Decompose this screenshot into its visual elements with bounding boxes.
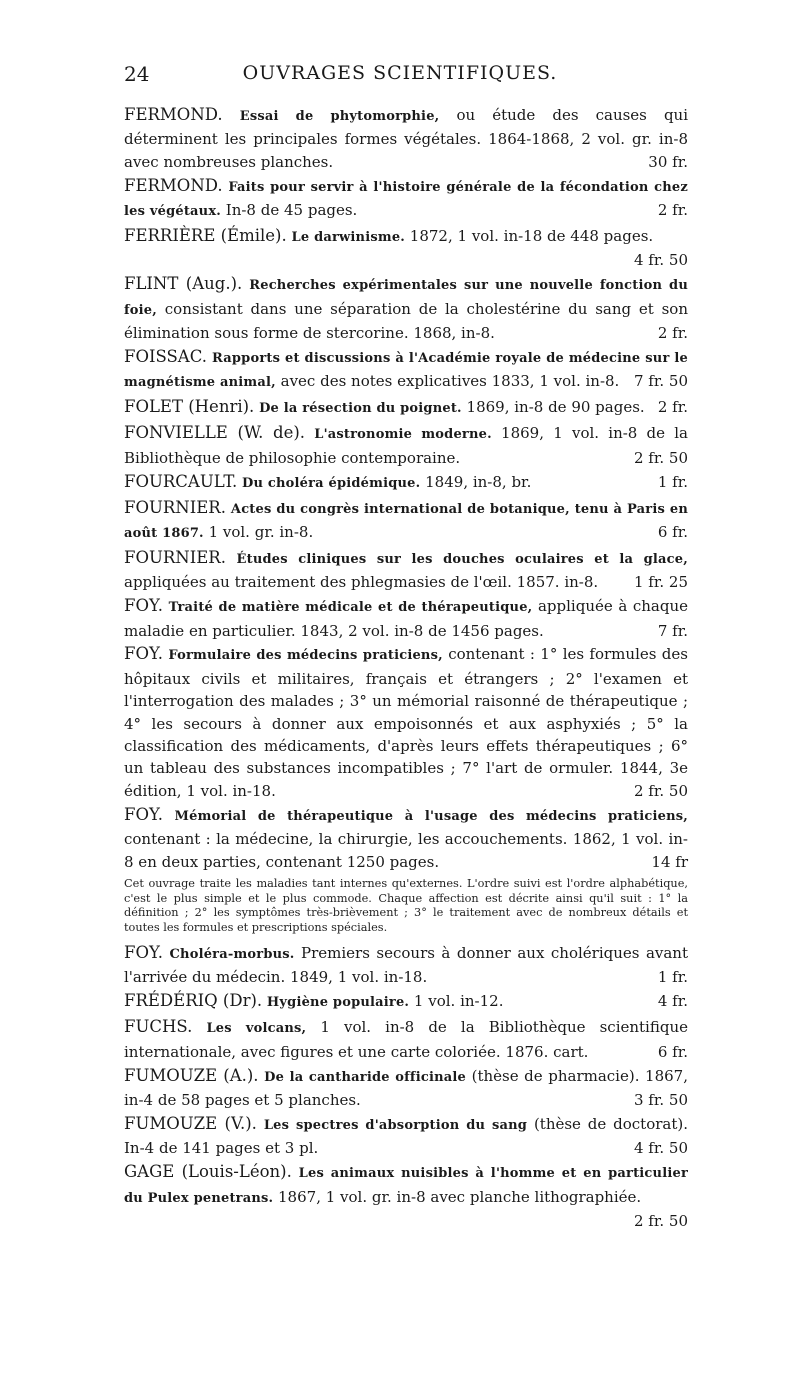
entry-description: contenant : la médecine, la chirurgie, les accouchements. 1862, 1 vol. in-8 en deux parties, contenant 1250 pages. — [124, 830, 688, 871]
entry-description: contenant : 1° les formules des hôpitaux civils et militaires, français et étrangers ; 2° l'examen et l'interrogation des malades ; 3° un mémorial raisonné de thérapeutique ; 4° les secours à donner aux empoisonnés et aux asphyxiés ; 5° la classification des médicaments, d'après leurs effets thérapeutiques ; 6° un tableau des substances incompatibles ; 7° l'art de ormuler. 1844, 3e édition, 1 vol. in-18. — [124, 645, 688, 800]
entry-price: 6 fr. — [657, 522, 688, 541]
entry-title: Actes du congrès international de botanique, tenu à Paris en août 1867. — [124, 501, 688, 541]
entry-author: FERMOND. — [124, 105, 223, 124]
catalog-entry — [124, 643, 688, 802]
entry-price: 7 fr. — [657, 621, 688, 640]
entry-price: 2 fr. — [657, 201, 688, 220]
entry-description: appliquée à chaque maladie en particulier. 1843, 2 vol. in-8 de 1456 pages. — [124, 597, 688, 640]
entry-description: 1 vol. gr. in-8. — [203, 522, 314, 541]
entry-author: FLINT (Aug.). — [124, 274, 243, 294]
entry-description: 1869, in-8 de 90 pages. — [461, 398, 645, 417]
entry-price: 14 fr — [651, 852, 688, 871]
entry-description: ou étude des causes qui déterminent les principales formes végétales. 1864-1868, 2 vol. gr. in-8 avec nombreuses planches. — [124, 106, 688, 171]
catalog-entry — [124, 225, 688, 272]
catalog-entry — [124, 497, 688, 546]
entry-author: FOY. — [124, 943, 163, 962]
entry-price: 1 fr. 25 — [633, 573, 688, 592]
catalog-entry — [124, 547, 688, 594]
entry-description: avec des notes explicatives 1833, 1 vol. in-8. — [275, 372, 620, 391]
catalog-entry — [124, 396, 688, 420]
catalog-entry — [124, 1016, 688, 1063]
catalog-entry — [124, 942, 688, 989]
entry-author: FOLET (Henri). — [124, 397, 255, 417]
entry-description: Premiers secours à donner aux cholériques avant l'arrivée du médecin. 1849, 1 vol. in-18. — [124, 944, 688, 987]
entry-title: De la cantharide officinale — [264, 1069, 467, 1085]
entry-description: 1 vol. in-12. — [409, 992, 504, 1011]
entry-author: FOURNIER. — [124, 547, 226, 567]
entry-author: GAGE (Louis-Léon). — [124, 1162, 292, 1182]
entry-price: 4 fr. 50 — [633, 251, 688, 270]
entry-description: (thèse de pharmacie). 1867, in-4 de 58 pages et 5 planches. — [124, 1066, 688, 1109]
entry-price: 2 fr. 50 — [633, 1211, 688, 1230]
entry-author: FERMOND. — [124, 175, 223, 195]
entry-description: 1869, 1 vol. in-8 de la Bibliothèque de philosophie contemporaine. — [124, 424, 689, 467]
catalog-entry — [124, 175, 688, 224]
entry-price: 1 fr. — [657, 968, 688, 987]
entry-price: 1 fr. — [657, 472, 688, 491]
entry-title: Mémorial de thérapeutique à l'usage des médecins praticiens, — [174, 808, 688, 824]
catalog-entry — [124, 990, 688, 1014]
entry-title: Rapports et discussions à l'Académie royale de médecine sur le magnétisme animal, — [124, 351, 688, 391]
catalog-entry — [124, 595, 688, 642]
entry-title: Hygiène populaire. — [266, 995, 410, 1011]
entry-author: FOY. — [124, 596, 163, 616]
entry-price: 2 fr. — [657, 324, 688, 343]
running-title: OUVRAGES SCIENTIFIQUES. — [242, 62, 558, 84]
entry-author: FOISSAC. — [124, 347, 208, 367]
catalog-entry — [124, 273, 688, 344]
entry-description: In-8 de 45 pages. — [221, 201, 358, 220]
entry-title: Traité de matière médicale et de thérapeutique, — [168, 600, 533, 616]
entry-author: FOURNIER. — [124, 497, 226, 517]
catalog-entry — [124, 1161, 688, 1232]
entry-description: (thèse de doctorat). In-4 de 141 pages et 3 pl. — [124, 1114, 688, 1158]
entry-author: FOY. — [124, 804, 163, 824]
catalog-entry — [124, 1065, 688, 1112]
entry-price: 4 fr. 50 — [633, 1139, 688, 1158]
entry-author: FUMOUZE (A.). — [124, 1065, 259, 1085]
entry-title: De la résection du poignet. — [259, 401, 462, 417]
entry-title: Le darwinisme. — [291, 230, 406, 246]
catalog-entries — [124, 104, 688, 1234]
entry-price: 6 fr. — [657, 1042, 688, 1061]
entry-title: Du choléra épidémique. — [241, 475, 421, 491]
entry-price: 30 fr. — [648, 152, 688, 171]
entry-author: FUCHS. — [124, 1017, 193, 1037]
catalog-entry — [124, 422, 688, 469]
entry-author: FOY. — [124, 644, 163, 664]
catalog-entry — [124, 1113, 688, 1160]
entry-title: Faits pour servir à l'histoire générale de la fécondation chez les végétaux. — [124, 179, 688, 220]
page-number: 24 — [124, 62, 150, 86]
entry-price: 4 fr. — [657, 992, 688, 1011]
entry-title: L'astronomie moderne. — [314, 427, 492, 443]
entry-price: 2 fr. 50 — [633, 781, 688, 800]
entry-description: 1 vol. in-8 de la Bibliothèque scientifique internationale, avec figures et une carte coloriée. 1876. cart. — [124, 1018, 688, 1061]
catalog-entry — [124, 804, 688, 873]
catalog-entry — [124, 471, 688, 495]
entry-description: 1867, 1 vol. gr. in-8 avec planche lithographiée. — [273, 1187, 642, 1206]
entry-title: Formulaire des médecins praticiens, — [168, 648, 443, 664]
entry-description: 1849, in-8, br. — [420, 472, 532, 491]
catalog-entry — [124, 104, 688, 173]
entry-title: Les animaux nuisibles à l'homme et en particulier du Pulex penetrans. — [124, 1166, 688, 1206]
entry-title: Les spectres d'absorption du sang — [263, 1117, 528, 1133]
page-header — [0, 62, 800, 88]
entry-price: 2 fr. — [657, 398, 688, 417]
entry-price: 3 fr. 50 — [633, 1090, 688, 1109]
entry-price: 2 fr. 50 — [633, 448, 688, 467]
entry-description: 1872, 1 vol. in-18 de 448 pages. — [405, 227, 654, 246]
entry-author: FRÉDÉRIQ (Dr). — [124, 991, 263, 1011]
entry-title: Essai de phytomorphie, — [239, 109, 440, 124]
entry-title: Choléra-morbus. — [169, 947, 295, 962]
entry-description: appliquées au traitement des phlegmasies de l'œil. 1857. in-8. — [124, 573, 599, 592]
entry-author: FOURCAULT. — [124, 471, 238, 491]
entry-author: FONVIELLE (W. de). — [124, 423, 306, 443]
entry-title: Études cliniques sur les douches oculaires et la glace, — [236, 551, 688, 567]
entry-author: FUMOUZE (V.). — [124, 1113, 257, 1133]
entry-description: consistant dans une séparation de la cholestérine du sang et son élimination sous forme de stercorine. 1868, in-8. — [124, 299, 688, 343]
entry-author: FERRIÈRE (Émile). — [124, 226, 287, 246]
entry-note: Cet ouvrage traite les maladies tant internes qu'externes. L'ordre suivi est l'ordre alphabétique, c'est le plus simple et le plus commode. Chaque affection est décrite ainsi qu'il suit : 1° la définition ; 2° les symptômes très-brièvement ; 3° le traitement avec de nombreux détails et toutes les formules et prescriptions spéciales. — [124, 877, 688, 934]
catalog-entry — [124, 346, 688, 395]
entry-title: Recherches expérimentales sur une nouvelle fonction du foie, — [124, 278, 688, 318]
entry-title: Les volcans, — [206, 1021, 307, 1037]
entry-price: 7 fr. 50 — [633, 372, 688, 391]
